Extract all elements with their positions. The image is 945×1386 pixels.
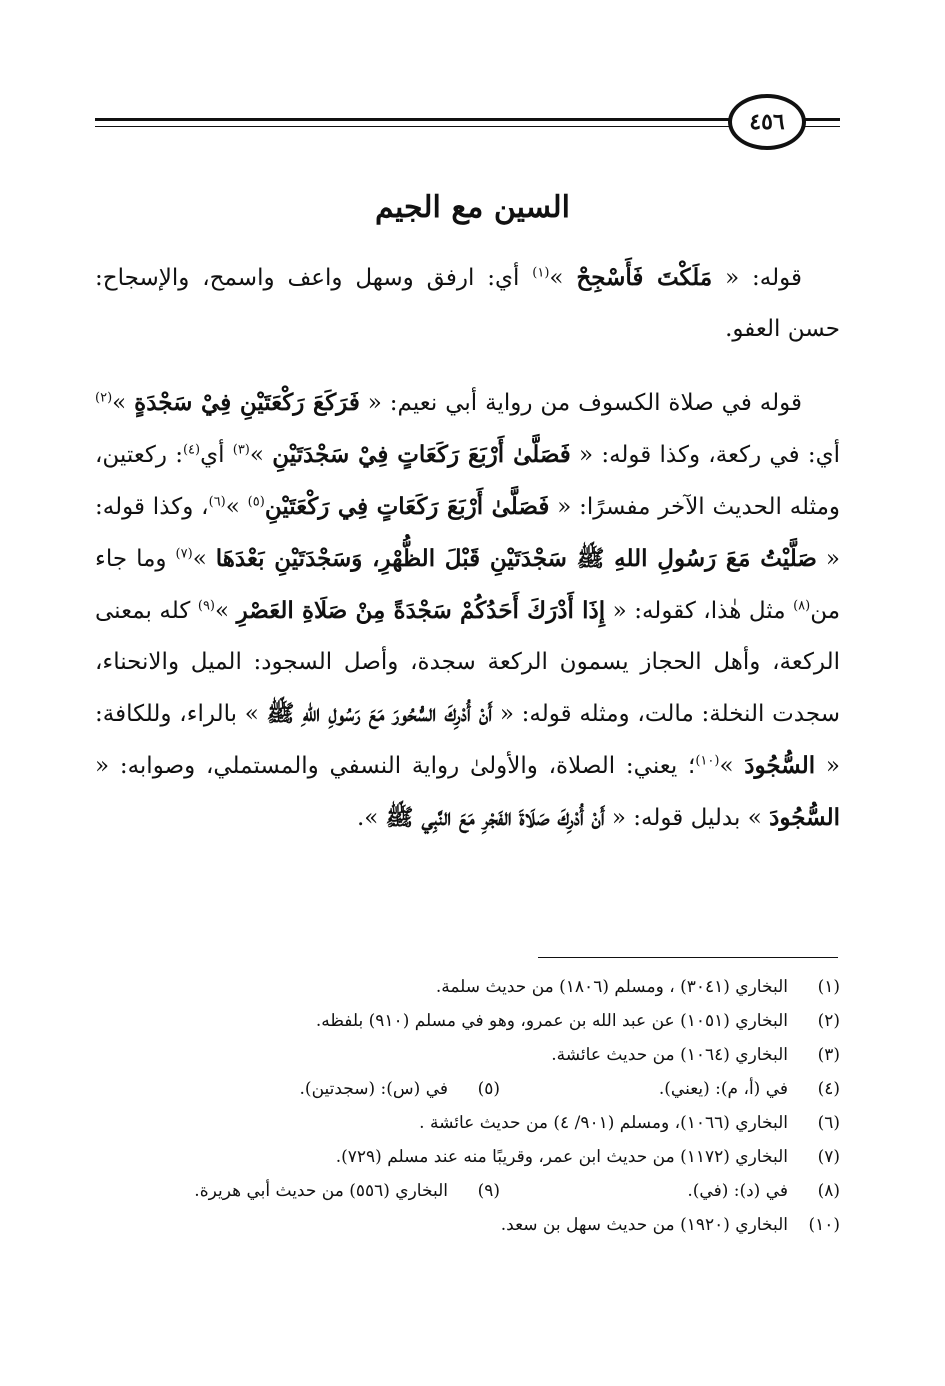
text-run: أي [200, 442, 233, 468]
footnote-row-4-5 [95, 1072, 840, 1106]
footnote-marker: (٤) [182, 442, 201, 458]
text-run: ، وكذا قوله: « [95, 494, 840, 572]
footnote-number: (٦) [817, 1113, 840, 1133]
footnote-2 [95, 1004, 840, 1038]
text-run: » [719, 753, 745, 779]
page-number [728, 94, 806, 150]
footnote-10 [95, 1208, 840, 1242]
text-run: : ركعتين، ومثله الحديث الآخر مفسرًا: « [95, 442, 841, 520]
footnote-separator [538, 957, 838, 958]
footnote-text: البخاري (١٩٢٠) من حديث سهل بن سعد. [500, 1215, 788, 1235]
hadith-quote: صَلَّيْتُ مَعَ رَسُولِ اللهِ ﷺ سَجْدَتَيْنِ قَبْلَ الظُّهْرِ، وَسَجْدَتَيْنِ بَعْدَهَا [215, 545, 817, 572]
footnote-text: البخاري (٥٥٦) من حديث أبي هريرة. [194, 1181, 448, 1201]
footnote-7 [95, 1140, 840, 1174]
footnotes [95, 970, 840, 1242]
hadith-quote: إِذَا أَدْرَكَ أَحَدُكُمْ سَجْدَةً مِنْ صَلَاةِ العَصْرِ [236, 597, 606, 624]
footnote-number: (٥) [477, 1079, 500, 1099]
footnote-row-8-9 [95, 1174, 840, 1208]
footnote-number: (٧) [817, 1147, 840, 1167]
paragraph-1 [95, 252, 840, 355]
footnote-text: في (س): (سجدتين). [299, 1079, 448, 1099]
hadith-quote: السُّجُودَ [744, 752, 816, 779]
footnote-number: (١٠) [808, 1215, 840, 1235]
footnote-text: البخاري (١٠٦٦)، ومسلم (٩٠١/ ٤) من حديث عائشة . [419, 1113, 788, 1133]
footnote-8 [500, 1174, 840, 1208]
footnote-5 [160, 1072, 500, 1106]
footnote-text: البخاري (١١٧٢) من حديث ابن عمر، وقريبًا منه عند مسلم (٧٢٩). [335, 1147, 788, 1167]
footnote-marker: (٦) [208, 494, 226, 510]
main-text [95, 252, 840, 844]
footnote-9 [160, 1174, 500, 1208]
hadith-quote: مَلَكْتَ فَأَسْجِحْ [576, 264, 713, 291]
footnote-marker: (٢) [95, 390, 113, 406]
text-run: وما جاء من [95, 546, 841, 624]
hadith-quote: فَصَلَّىٰ أَرْبَعَ رَكَعَاتٍ فِي رَكْعَتَيْنِ [264, 493, 550, 520]
text-run: » [192, 546, 216, 572]
footnote-marker: (٥) [247, 494, 265, 510]
footnote-marker: (٣) [232, 442, 250, 458]
footnote-text: البخاري (١٠٦٤) من حديث عائشة. [551, 1045, 788, 1065]
footnote-marker: (٩) [197, 598, 215, 614]
footnote-number: (٤) [817, 1079, 840, 1099]
hadith-quote: فَرَكَعَ رَكْعَتَيْنِ فِيْ سَجْدَةٍ [134, 389, 360, 416]
footnote-marker: (١٠) [695, 753, 720, 769]
text-run: » بالراء، وللكافة: « [95, 701, 840, 779]
footnote-number: (٨) [817, 1181, 840, 1201]
page-header [95, 88, 840, 160]
footnote-text: في (أ، م): (يعني). [658, 1079, 788, 1099]
hadith-quote: فَصَلَّىٰ أَرْبَعَ رَكَعَاتٍ فِيْ سَجْدَتَيْنِ [272, 441, 571, 468]
footnote-6 [95, 1106, 840, 1140]
text-run: ؛ يعني: الصلاة، والأولىٰ رواية النسفي والمستملي، وصوابه: « [95, 753, 696, 779]
text-run: » [215, 598, 237, 624]
hadith-quote: أَنْ أُدْرِكَ السُّحُورَ مَعَ رَسُولِ اللهِ ﷺ [266, 700, 493, 727]
text-run: » [112, 390, 135, 416]
footnote-number: (٩) [477, 1181, 500, 1201]
footnote-text: البخاري (١٠٥١) عن عبد الله بن عمرو، وهو في مسلم (٩١٠) بلفظه. [315, 1011, 788, 1031]
text-run: ». [356, 805, 386, 831]
footnote-marker: (١) [532, 265, 550, 281]
text-run: أي: في ركعة، وكذا قوله: « [570, 442, 840, 468]
text-run: » بدليل قوله: « [604, 805, 770, 831]
footnote-number: (١) [817, 977, 840, 997]
text-run: » [249, 442, 273, 468]
hadith-quote: أَنْ أُدْرِكَ صَلَاةَ الفَجْرِ مَعَ النَّبِي ﷺ [385, 804, 605, 831]
footnote-text: في (د): (في). [687, 1181, 788, 1201]
text-run: قوله: « [712, 265, 802, 291]
footnote-number: (٢) [817, 1011, 840, 1031]
footnote-text: البخاري (٣٠٤١) ، ومسلم (١٨٠٦) من حديث سلمة. [435, 977, 788, 997]
text-run: قوله في صلاة الكسوف من رواية أبي نعيم: « [359, 390, 802, 416]
footnote-number: (٣) [817, 1045, 840, 1065]
hadith-quote: السُّجُودَ [769, 804, 840, 831]
header-rule-left [95, 118, 735, 121]
footnote-marker: (٧) [175, 546, 193, 562]
paragraph-2 [95, 377, 840, 844]
page-number-text: ٤٥٦ [749, 109, 785, 135]
text-run: مثل هٰذا، كقوله: « [605, 598, 794, 624]
text-run: أي: ارفق وسهل واعف واسمح، والإسجاح: حسن العفو. [95, 265, 840, 342]
footnote-3 [95, 1038, 840, 1072]
section-title: السين مع الجيم [375, 190, 570, 225]
footnote-1 [95, 970, 840, 1004]
footnote-4 [500, 1072, 840, 1106]
text-run: كله بمعنى الركعة، وأهل الحجاز يسمون الركعة سجدة، وأصل السجود: الميل والانحناء، سجدت النخلة: مالت، ومثله قوله: « [95, 598, 840, 727]
text-run: » [225, 494, 248, 520]
text-run: » [549, 265, 577, 291]
footnote-marker: (٨) [793, 598, 811, 614]
header-rule-left-thin [95, 126, 735, 127]
